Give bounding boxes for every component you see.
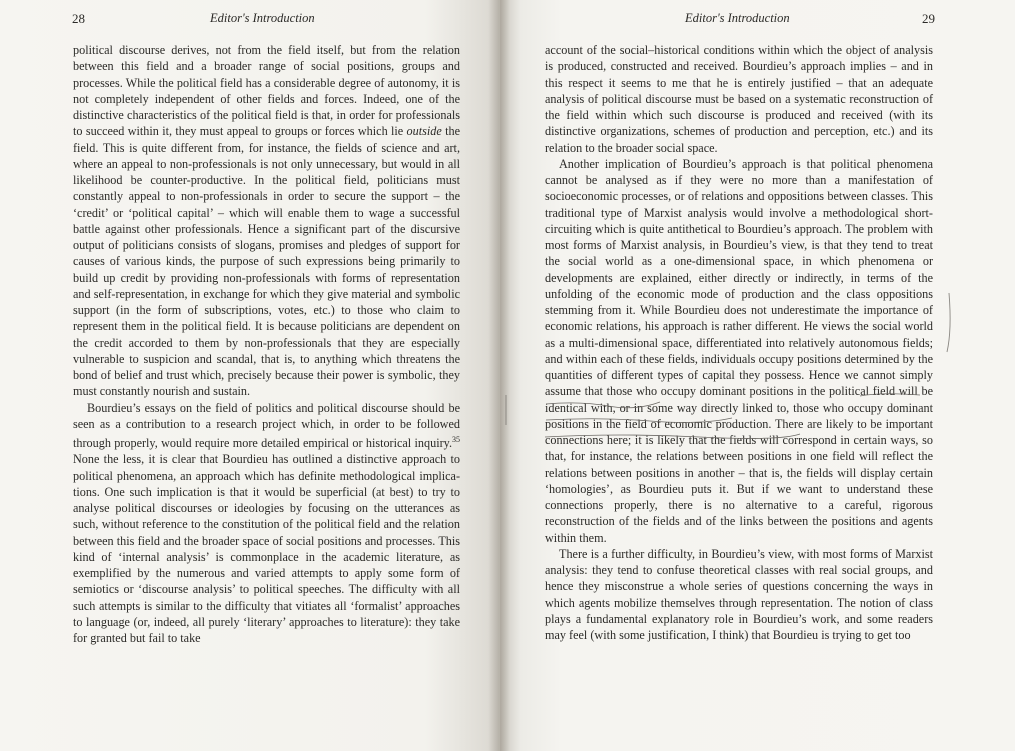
right-page-body	[545, 42, 933, 643]
paragraph-text: There is a further difficulty, in Bourdieu’s view, with most forms of Marxist analysis: they tend to confuse theoretical classes with real social groups, and hence they misconstrue a whole series of questions concerning the ways in which agents mobilize themselves through representation. The notion of class plays a fundamental explanatory role in Bourdieu’s work, and some readers may feel (with some justification, I think) that Bourdieu is trying to get too	[545, 546, 933, 642]
running-head-left: Editor's Introduction	[210, 11, 315, 25]
right-page	[500, 0, 1015, 751]
footnote-marker: 35	[452, 435, 460, 444]
paragraph	[545, 42, 933, 156]
book-gutter-shadow	[488, 0, 510, 751]
paragraph	[73, 400, 460, 647]
paragraph-text: Bourdieu’s essays on the field of politics and political discourse should be seen as a contribution to a research project which, in order to be followed through properly, would require more detailed empirical or historical inquiry.	[73, 400, 460, 451]
paragraph-text: account of the social–historical conditions within which the object of analysis is produced, constructed and received. Bourdieu’s approach implies – and in this respect it seems to me that he is entirely justified – that an adequate analysis of political discourse must be based on a systematic reconstruction of the field within which such discourse is produced and received (with its distinctive organizations, schemes of production and perception, etc.) and its relation to the broader social space.	[545, 43, 933, 155]
paragraph	[73, 42, 460, 400]
page-number-left: 28	[72, 11, 85, 26]
paragraph-text: the field. This is quite different from, for instance, the fields of science and art, where an appeal to non-professionals is not only unnecessary, but would in all likelihood be counter-productive. In the political field, politicians must constantly appeal to non-professionals in order to secure the support – the ‘credit’ or ‘political capital’ – which will enable them to wage a successful battle against other professionals. Hence a significant part of the discursive output of politicians consists of slogans, promises and pledges of support for causes of various kinds, the purpose of such expressions being primarily to build up credit by providing non-professionals with forms of representation and self-representation, in exchange for which they give material and symbolic support (in the form of subscriptions, votes, etc.) to those who claim to represent them in the political field. It is because politicians are dependent on the credit accorded to them by non-professionals that they are especially vulnerable to suspicion and scandal, that is, to anything which threatens the bond of belief and trust which, precisely because their power is symbolic, they must constantly nourish and sustain.	[73, 124, 460, 399]
paragraph-text: Another implication of Bourdieu’s approach is that political phenomena cannot be analysed as if they were no more than a manifestation of socioeconomic processes, or of relations and oppositions between classes. This traditional type of Marxist analysis would involve a methodological short-circuiting which is quite antithetical to Bourdieu’s approach. The problem with most forms of Marxist analysis, in Bourdieu’s view, is that they tend to treat the social world as a one-dimensional space, in which phenomena or developments are explained, either directly or indirectly, in terms of the unfolding of the economic mode of production and the class oppositions stemming from it. While Bourdieu does not underestimate the importance of economic relations, his approach is rather different. He views the social world as a multi-dimensional space, differentiated into relatively autonomous fields; and within each of these fields, individuals occupy positions determined by the quantities of different types of capital they possess. Hence we cannot simply assume that those who occupy dominant positions in the political field will be identical with, or in some way directly linked to, those who occupy dominant positions in the field of economic production. There are likely to be important connections here; it is likely that the fields will correspond in certain ways, so that, for instance, the relations between positions in one field will reflect the relations between positions in another – that is, the fields will display certain ‘homologies’, as Bourdieu puts it. But if we want to understand these connections properly, there is no alternative to a careful, rigorous reconstruction of the fields and of the links between the positions and agents within them.	[545, 156, 933, 545]
running-head-right: Editor's Introduction	[685, 11, 790, 25]
left-page-body	[73, 42, 460, 646]
paragraph	[545, 546, 933, 644]
page-number-right: 29	[922, 11, 935, 26]
emphasis-text: outside	[406, 124, 442, 139]
left-page	[0, 0, 500, 751]
paragraph	[545, 156, 933, 546]
margin-pencil-line-icon	[947, 293, 950, 352]
paragraph-text: political discourse derives, not from the field itself, but from the relation between this field and a broader range of social positions, groups and processes. While the political field has a considerable degree of autonomy, it is not completely independent of other fields and forces. Indeed, one of the distinctive characteristics of the political field is that, in order for professionals to succeed within it, they must appeal to groups or forces which lie	[73, 43, 460, 139]
paragraph-text: None the less, it is clear that Bourdieu has outlined a distinctive approach to political phenomena, an approach which has definite methodological implications. One such implication is that it would be superficial (at best) to try to analyse political discourses or ideologies by focusing on the utterances as such, without reference to the constitution of the political field and the relation between this field and the broader space of social positions and processes. This kind of ‘internal analysis’ is commonplace in the academic literature, as exemplified by the numerous and varied attempts to apply some form of semiotics or ‘discourse analysis’ to political speeches. The difficulty with all such attempts is similar to the difficulty that vitiates all ‘formalist’ approaches to language (or, indeed, all purely ‘literary’ approaches to literature): they take for granted but fail to take	[73, 452, 460, 646]
